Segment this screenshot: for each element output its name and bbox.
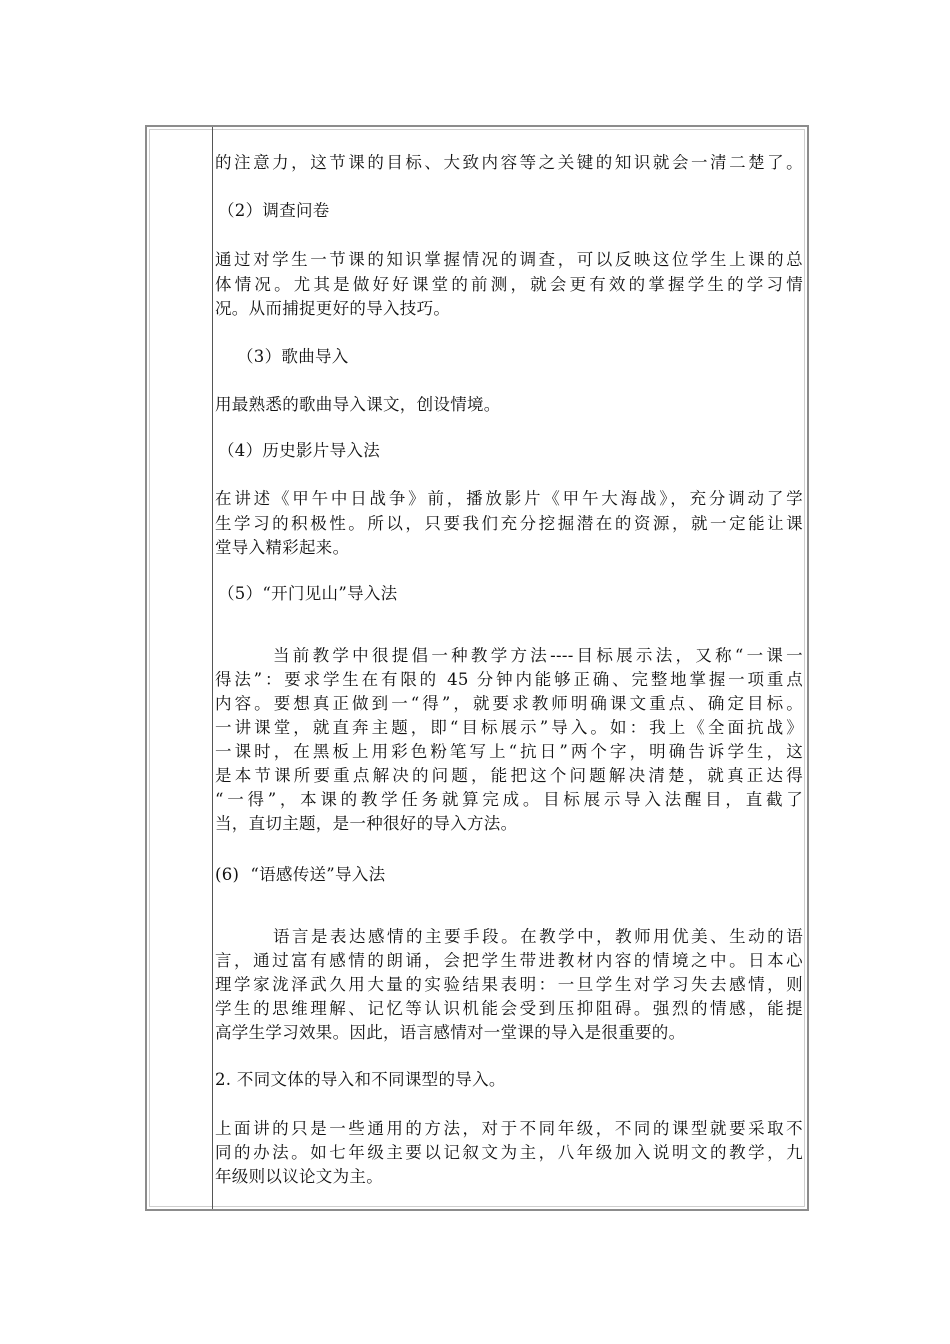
section-heading: 2. 不同文体的导入和不同课型的导入。 <box>215 1070 506 1089</box>
text-line: 言，通过富有感情的朗诵，会把学生带进教材内容的情境之中。日本心 <box>215 951 803 970</box>
text-line: 生学习的积极性。所以，只要我们充分挖掘潜在的资源，就一定能让课 <box>215 514 803 533</box>
text-line: 语言是表达感情的主要手段。在教学中，教师用优美、生动的语 <box>273 927 803 946</box>
text-line: 体情况。尤其是做好好课堂的前测，就会更有效的掌握学生的学习情 <box>215 275 803 294</box>
text-line: “一得”，本课的教学任务就算完成。目标展示导入法醒目，直截了 <box>215 790 803 809</box>
text-line: 高学生学习效果。因此，语言感情对一堂课的导入是很重要的。 <box>215 1023 686 1042</box>
section-heading: （2）调查问卷 <box>218 201 330 220</box>
section-heading: (6) “语感传送”导入法 <box>215 865 386 884</box>
text-line: 年级则以议论文为主。 <box>215 1167 383 1186</box>
text-line: 上面讲的只是一些通用的方法，对于不同年级，不同的课型就要采取不 <box>215 1119 803 1138</box>
text-line: 一讲课堂，就直奔主题，即“目标展示”导入。如：我上《全面抗战》 <box>215 718 803 737</box>
section-heading: （4）历史影片导入法 <box>218 441 380 460</box>
text-line: 学生的思维理解、记忆等认识机能会受到压抑阻碍。强烈的情感，能提 <box>215 999 803 1018</box>
text-line: 通过对学生一节课的知识掌握情况的调查，可以反映这位学生上课的总 <box>215 250 803 269</box>
text-line: 用最熟悉的歌曲导入课文，创设情境。 <box>215 395 501 414</box>
text-line: 是本节课所要重点解决的问题，能把这个问题解决清楚，就真正达得 <box>215 766 803 785</box>
document-table <box>145 125 809 1211</box>
text-line: 在讲述《甲午中日战争》前，播放影片《甲午大海战》，充分调动了学 <box>215 489 803 508</box>
text-line: 的注意力，这节课的目标、大致内容等之关键的知识就会一清二楚了。 <box>215 153 803 172</box>
text-line: 一课时，在黑板上用彩色粉笔写上“抗日”两个字，明确告诉学生，这 <box>215 742 803 761</box>
text-line: 内容。要想真正做到一“得”，就要求教师明确课文重点、确定目标。 <box>215 694 803 713</box>
text-line: 当前教学中很提倡一种教学方法----目标展示法，又称“一课一 <box>273 646 803 665</box>
text-line: 同的办法。如七年级主要以记叙文为主，八年级加入说明文的教学，九 <box>215 1143 803 1162</box>
section-heading: （3）歌曲导入 <box>237 347 349 366</box>
text-line: 况。从而捕捉更好的导入技巧。 <box>215 299 451 318</box>
table-content-cell <box>215 127 805 1209</box>
table-left-column <box>147 127 213 1209</box>
text-line: 堂导入精彩起来。 <box>215 538 350 557</box>
text-line: 理学家泷泽武久用大量的实验结果表明：一旦学生对学习失去感情，则 <box>215 975 803 994</box>
text-line: 当，直切主题，是一种很好的导入方法。 <box>215 814 518 833</box>
text-line: 得法”：要求学生在有限的 45 分钟内能够正确、完整地掌握一项重点 <box>215 670 803 689</box>
section-heading: （5）“开门见山”导入法 <box>218 584 398 603</box>
